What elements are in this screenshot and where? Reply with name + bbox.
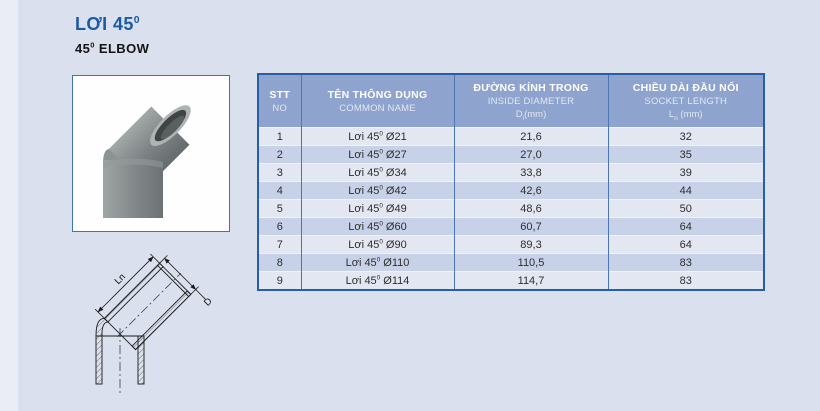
cell-socket-length: 44 [608, 182, 764, 200]
table-row [258, 254, 764, 272]
cell-inside-diameter: 114,7 [454, 272, 608, 291]
elbow-photo-illustration [73, 76, 229, 231]
cell-inside-diameter: 33,8 [454, 164, 608, 182]
col-header-common-name-en: COMMON NAME [339, 102, 416, 114]
cell-common-name: Lơi $45^0$ Ø34 [301, 164, 454, 182]
cell-common-name: Lơi $45^0$ Ø90 [301, 236, 454, 254]
col-header-socket-length-en: SOCKET LENGTH [644, 96, 728, 107]
cell-common-name: Lơi $45^0$ Ø27 [301, 146, 454, 164]
col-header-common-name-vi: TÊN THÔNG DỤNG [327, 88, 428, 101]
col-header-socket-length-symbol: $L_n$ (mm) [668, 109, 703, 122]
cell-socket-length: 39 [608, 164, 764, 182]
cell-socket-length: 83 [608, 272, 764, 291]
table-row [258, 236, 764, 254]
cell-socket-length: 32 [608, 128, 764, 146]
cell-no: 9 [258, 272, 301, 291]
col-header-inside-diameter-symbol: $D_i(mm)$ [515, 109, 547, 122]
page-title [75, 14, 140, 35]
col-header-socket-length [608, 74, 764, 128]
table-row [258, 164, 764, 182]
cell-socket-length: 83 [608, 254, 764, 272]
diagram-socket-length-label: Ln [112, 271, 128, 287]
cell-socket-length: 64 [608, 236, 764, 254]
cell-common-name: Lơi $45^0$ Ø60 [301, 218, 454, 236]
col-header-inside-diameter [454, 74, 608, 128]
col-header-no-en: NO [272, 102, 288, 114]
cell-no: 4 [258, 182, 301, 200]
col-header-no-vi: STT [269, 88, 291, 101]
cell-no: 5 [258, 200, 301, 218]
cell-socket-length: 35 [608, 146, 764, 164]
cell-inside-diameter: 42,6 [454, 182, 608, 200]
cell-inside-diameter: 89,3 [454, 236, 608, 254]
spec-table [257, 73, 765, 291]
technical-drawing-svg [70, 252, 240, 404]
page-left-margin [0, 0, 18, 411]
table-row [258, 218, 764, 236]
page-subtitle-text: 45 [75, 41, 91, 56]
cell-no: 6 [258, 218, 301, 236]
cell-no: 8 [258, 254, 301, 272]
page-subtitle-superscript: 0 [90, 40, 95, 50]
cell-no: 7 [258, 236, 301, 254]
technical-drawing [70, 252, 240, 404]
table-row [258, 128, 764, 146]
cell-socket-length: 50 [608, 200, 764, 218]
cell-socket-length: 64 [608, 218, 764, 236]
table-row [258, 272, 764, 291]
cell-no: 2 [258, 146, 301, 164]
table-row [258, 200, 764, 218]
table-row [258, 146, 764, 164]
cell-no: 1 [258, 128, 301, 146]
cell-inside-diameter: 60,7 [454, 218, 608, 236]
page-subtitle-rest: ELBOW [94, 41, 150, 56]
cell-common-name: Lơi $45^0$ Ø110 [301, 254, 454, 272]
cell-inside-diameter: 27,0 [454, 146, 608, 164]
col-header-inside-diameter-en: INSIDE DIAMETER [487, 96, 575, 107]
col-header-inside-diameter-vi: ĐƯỜNG KÍNH TRONG [473, 82, 589, 94]
cell-inside-diameter: 21,6 [454, 128, 608, 146]
cell-inside-diameter: 110,5 [454, 254, 608, 272]
cell-inside-diameter: 48,6 [454, 200, 608, 218]
cell-common-name: Lơi $45^0$ Ø49 [301, 200, 454, 218]
cell-common-name: Lơi $45^0$ Ø42 [301, 182, 454, 200]
page-title-superscript: 0 [133, 15, 140, 26]
col-header-common-name [301, 74, 454, 128]
col-header-socket-length-vi: CHIỀU DÀI ĐẦU NỐI [632, 82, 739, 94]
col-header-no [258, 74, 301, 128]
product-photo-frame [72, 75, 230, 232]
table-row [258, 182, 764, 200]
cell-common-name: Lơi $45^0$ Ø114 [301, 272, 454, 291]
cell-common-name: Lơi $45^0$ Ø21 [301, 128, 454, 146]
table-header-row [258, 74, 764, 128]
page-title-text: LƠI 45 [75, 14, 134, 34]
diagram-diameter-label: D [201, 295, 215, 309]
page-subtitle [75, 41, 149, 56]
cell-no: 3 [258, 164, 301, 182]
